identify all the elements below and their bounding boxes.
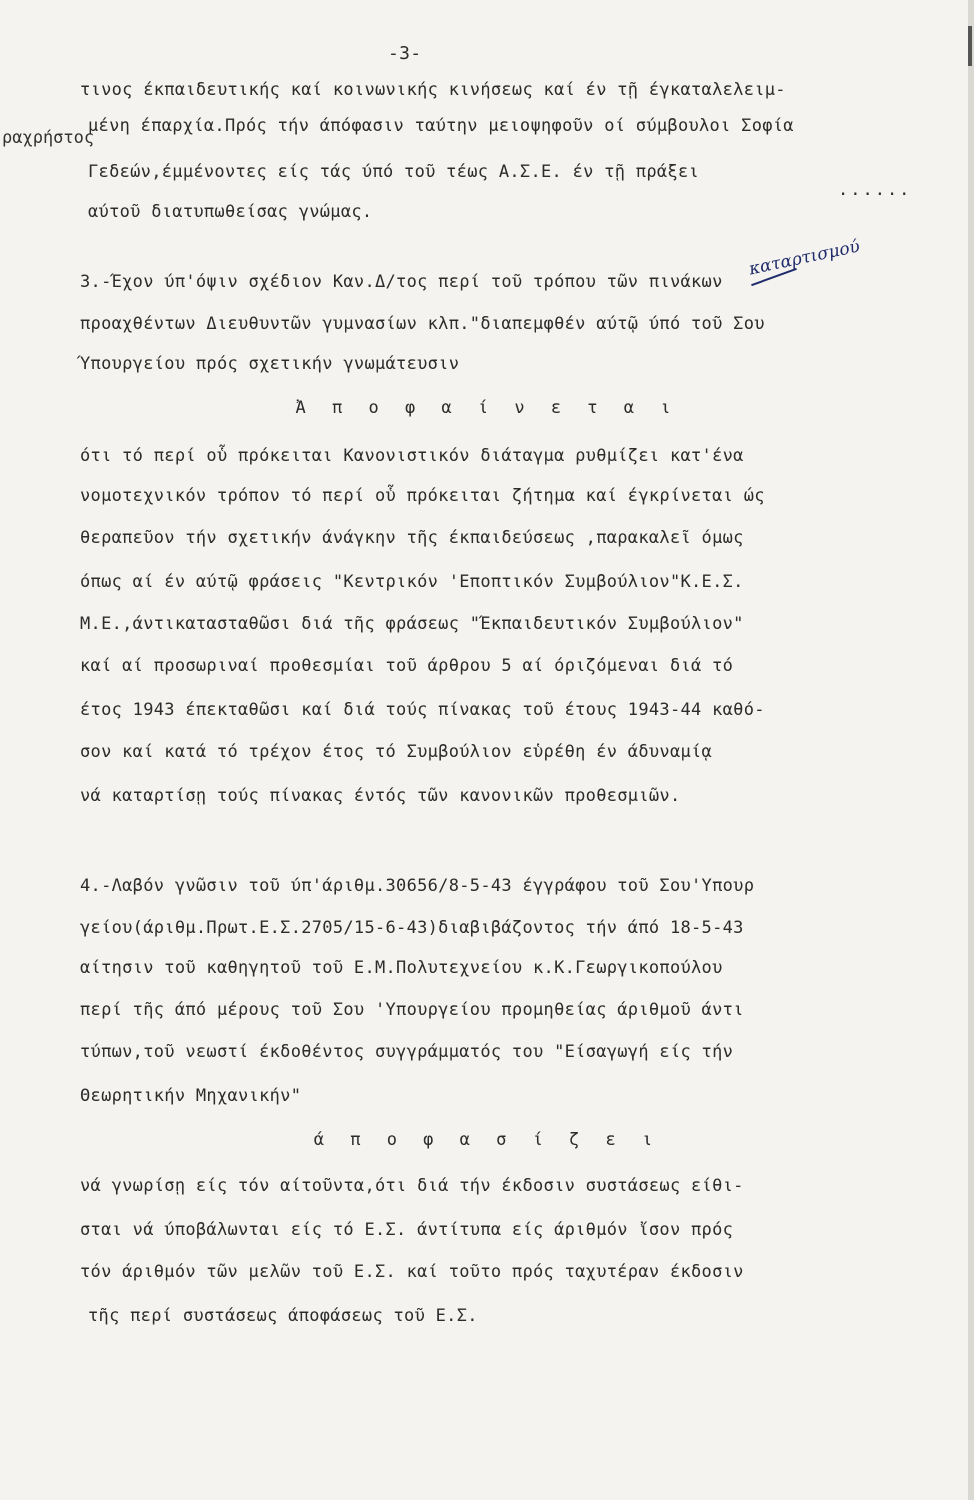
text-line: αύτοῦ διατυπωθείσας γνώμας. — [88, 202, 373, 222]
section-heading: Ἀ π ο φ α ί ν ε τ α ι — [295, 398, 679, 418]
text-line: θεραπεῦον τήν σχετικήν άνάγκην τῆς έκπαιδεύσεως ,παρακαλεῖ όμως — [80, 528, 744, 548]
text-line: τύπων,τοῦ νεωστί έκδοθέντος συγγράμματός του "Είσαγωγή είς τήν — [80, 1042, 734, 1062]
page-edge — [968, 0, 974, 1500]
trailing-dots: ...... — [838, 180, 912, 200]
text-line: Γεδεών,έμμένοντες είς τάς ύπό τοῦ τέως Α.Σ.Ε. έν τῇ πράξει — [88, 162, 700, 182]
handwritten-note: καταρτισμού — [747, 236, 862, 280]
text-line: νά καταρτίσῃ τούς πίνακας έντός τῶν κανονικῶν προθεσμιῶν. — [80, 786, 681, 806]
page-number: -3- — [388, 43, 422, 64]
text-line: γείου(άριθμ.Πρωτ.Ε.Σ.2705/15-6-43)διαβιβάζοντος τήν άπό 18-5-43 — [80, 918, 744, 938]
section-heading: ά π ο φ α σ ί ζ ε ι — [313, 1130, 661, 1150]
text-line: μένη έπαρχία.Πρός τήν άπόφασιν ταύτην μειοψηφοῦν οί σύμβουλοι Σοφία — [88, 116, 794, 136]
text-line: προαχθέντων Διευθυντῶν γυμνασίων κλπ."διαπεμφθέν αύτῷ ύπό τοῦ Σου — [80, 314, 765, 334]
text-line: περί τῆς άπό μέρους τοῦ Σου 'Υπουργείου προμηθείας άριθμοῦ άντι — [80, 1000, 744, 1020]
text-line: ότι τό περί οὗ πρόκειται Κανονιστικόν διάταγμα ρυθμίζει κατ'ένα — [80, 446, 744, 466]
text-line: Μ.Ε.,άντικατασταθῶσι διά τῆς φράσεως "Έκπαιδευτικόν Συμβούλιον" — [80, 614, 744, 634]
text-line: έτος 1943 έπεκταθῶσι καί διά τούς πίνακας τοῦ έτους 1943-44 καθό- — [80, 700, 765, 720]
edge-mark — [968, 26, 972, 66]
text-line: αίτησιν τοῦ καθηγητοῦ τοῦ Ε.Μ.Πολυτεχνείου κ.Κ.Γεωργικοπούλου — [80, 958, 723, 978]
text-line: 3.-Έχον ύπ'όψιν σχέδιον Καν.Δ/τος περί τοῦ τρόπου τῶν πινάκων — [80, 272, 723, 292]
text-line: νά γνωρίσῃ είς τόν αίτοῦντα,ότι διά τήν έκδοσιν συστάσεως είθι- — [80, 1176, 744, 1196]
text-line: Θεωρητικήν Μηχανικήν" — [80, 1086, 302, 1106]
text-line: νομοτεχνικόν τρόπον τό περί οὗ πρόκειται ζήτημα καί έγκρίνεται ώς — [80, 486, 765, 506]
text-line: σται νά ύποβάλωνται είς τό Ε.Σ. άντίτυπα είς άριθμόν ἴσον πρός — [80, 1220, 734, 1240]
text-line: σον καί κατά τό τρέχον έτος τό Συμβούλιον εὑρέθη έν άδυναμίᾳ — [80, 742, 713, 762]
text-line: Ύπουργείου πρός σχετικήν γνωμάτευσιν — [80, 354, 460, 374]
text-line: 4.-Λαβόν γνῶσιν τοῦ ύπ'άριθμ.30656/8-5-43 έγγράφου τοῦ Σου'Υπουρ — [80, 876, 755, 896]
text-line: τινος έκπαιδευτικής καί κοινωνικής κινήσεως καί έν τῇ έγκαταλελειμ- — [80, 80, 786, 100]
text-line: όπως αί έν αύτῷ φράσεις "Κεντρικόν 'Εποπτικόν Συμβούλιον"Κ.Ε.Σ. — [80, 572, 744, 592]
text-line: τῆς περί συστάσεως άποφάσεως τοῦ Ε.Σ. — [88, 1306, 478, 1326]
text-line: καί αί προσωριναί προθεσμίαι τοῦ άρθρου 5 αί όριζόμεναι διά τό — [80, 656, 734, 676]
text-line: τόν άριθμόν τῶν μελῶν τοῦ Ε.Σ. καί τοῦτο πρός ταχυτέραν έκδοσιν — [80, 1262, 744, 1282]
margin-note: ραχρήστος — [2, 128, 95, 148]
